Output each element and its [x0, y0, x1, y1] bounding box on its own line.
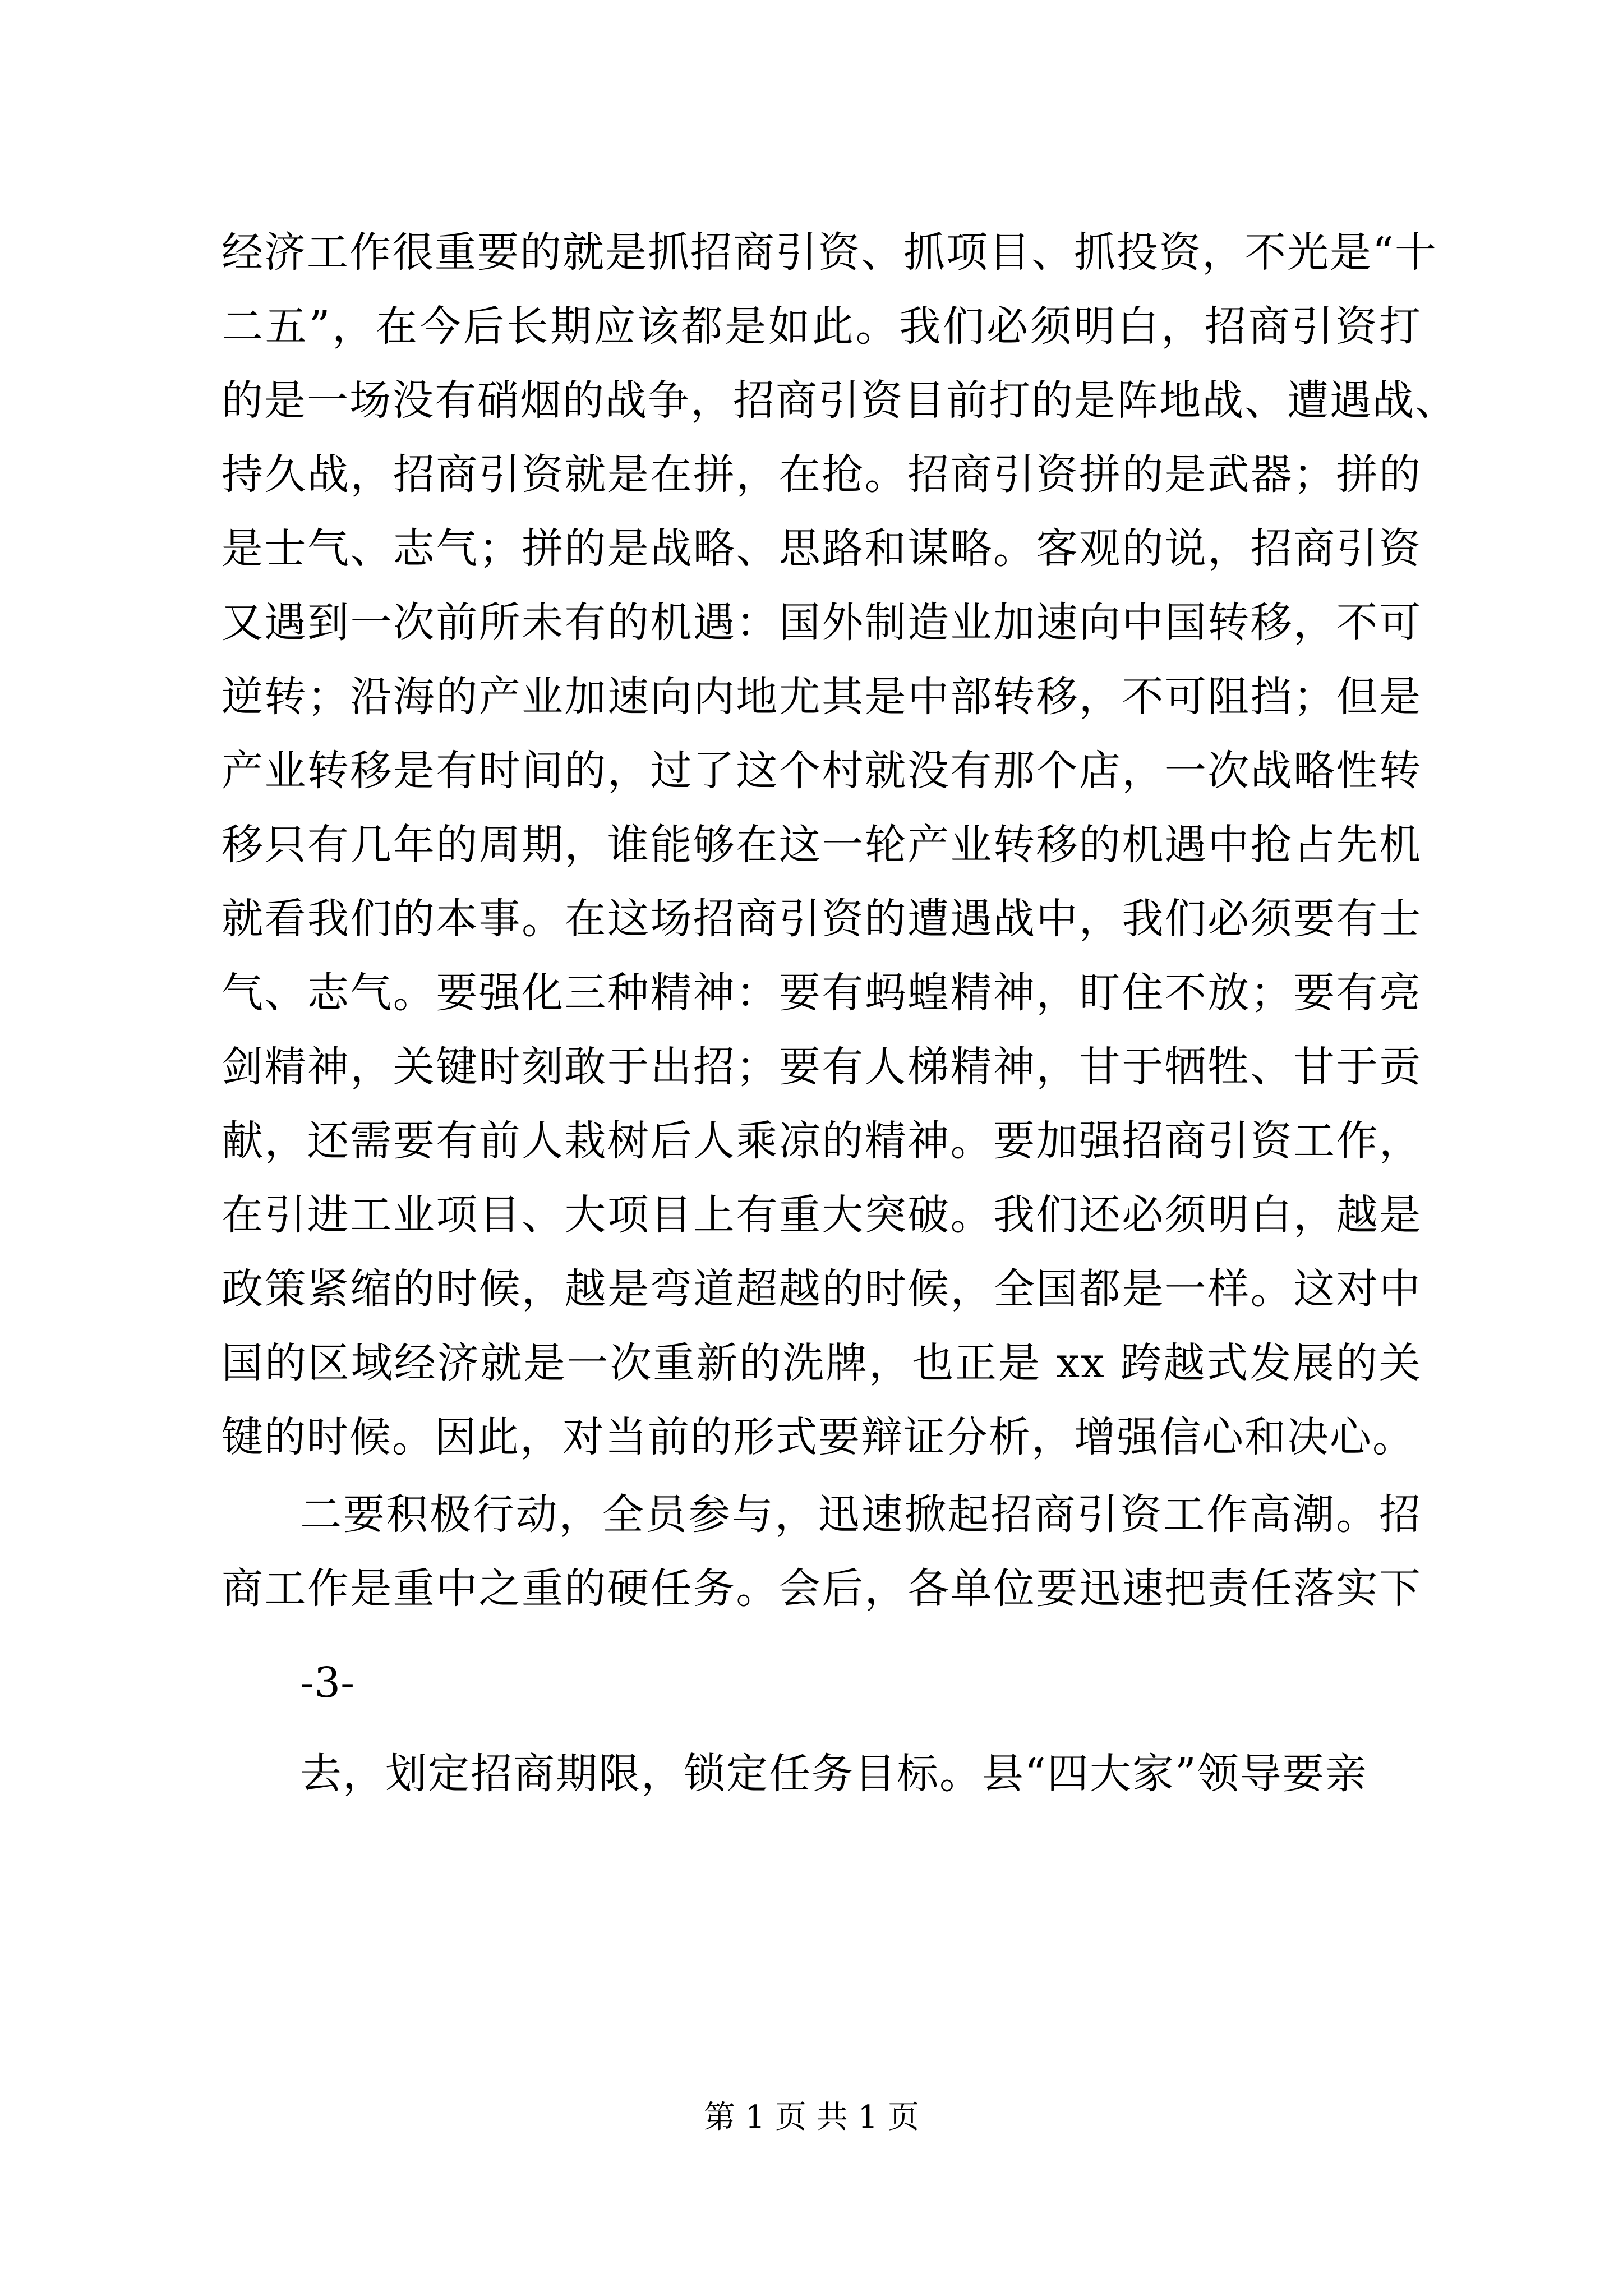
- body-line-2: 二五”，在今后长期应该都是如此。我们必须明白，招商引资打: [222, 302, 1422, 351]
- body-line-17: 键的时候。因此，对当前的形式要辩证分析，增强信心和决心。: [222, 1413, 1415, 1461]
- body-line-16: 国的区域经济就是一次重新的洗牌，也正是 xx 跨越式发展的关: [222, 1339, 1422, 1387]
- body-line-13: 献，还需要有前人栽树后人乘凉的精神。要加强招商引资工作，: [222, 1117, 1422, 1165]
- body-line-8: 产业转移是有时间的，过了这个村就没有那个店，一次战略性转: [222, 747, 1422, 795]
- body-line-9: 移只有几年的周期，谁能够在这一轮产业转移的机遇中抢占先机: [222, 821, 1422, 869]
- body-line-6: 又遇到一次前所未有的机遇：国外制造业加速向中国转移，不可: [222, 599, 1422, 647]
- page-footer: 第 1 页 共 1 页: [703, 2099, 920, 2136]
- body-line-14: 在引进工业项目、大项目上有重大突破。我们还必须明白，越是: [222, 1191, 1422, 1239]
- body-line-15: 政策紧缩的时候，越是弯道超越的时候，全国都是一样。这对中: [222, 1265, 1422, 1313]
- body-line-5: 是士气、志气；拼的是战略、思路和谋略。客观的说，招商引资: [222, 524, 1422, 573]
- body-line-12: 剑精神，关键时刻敢于出招；要有人梯精神，甘于牺牲、甘于贡: [222, 1043, 1422, 1091]
- body-line-7: 逆转；沿海的产业加速向内地尤其是中部转移，不可阻挡；但是: [222, 673, 1422, 721]
- para2-line-1: 二要积极行动，全员参与，迅速掀起招商引资工作高潮。招: [300, 1490, 1422, 1539]
- continuation-line: 去，划定招商期限，锁定任务目标。县“四大家”领导要亲: [300, 1750, 1368, 1798]
- body-line-3: 的是一场没有硝烟的战争，招商引资目前打的是阵地战、遭遇战、: [222, 376, 1458, 425]
- body-line-11: 气、志气。要强化三种精神：要有蚂蝗精神，盯住不放；要有亮: [222, 969, 1422, 1017]
- para2-line-2: 商工作是重中之重的硬任务。会后，各单位要迅速把责任落实下: [222, 1565, 1422, 1613]
- body-line-1: 经济工作很重要的就是抓招商引资、抓项目、抓投资，不光是“十: [222, 228, 1437, 277]
- page-marker: -3-: [300, 1659, 355, 1707]
- body-line-4: 持久战，招商引资就是在拼，在抢。招商引资拼的是武器；拼的: [222, 450, 1422, 499]
- body-line-10: 就看我们的本事。在这场招商引资的遭遇战中，我们必须要有士: [222, 895, 1422, 943]
